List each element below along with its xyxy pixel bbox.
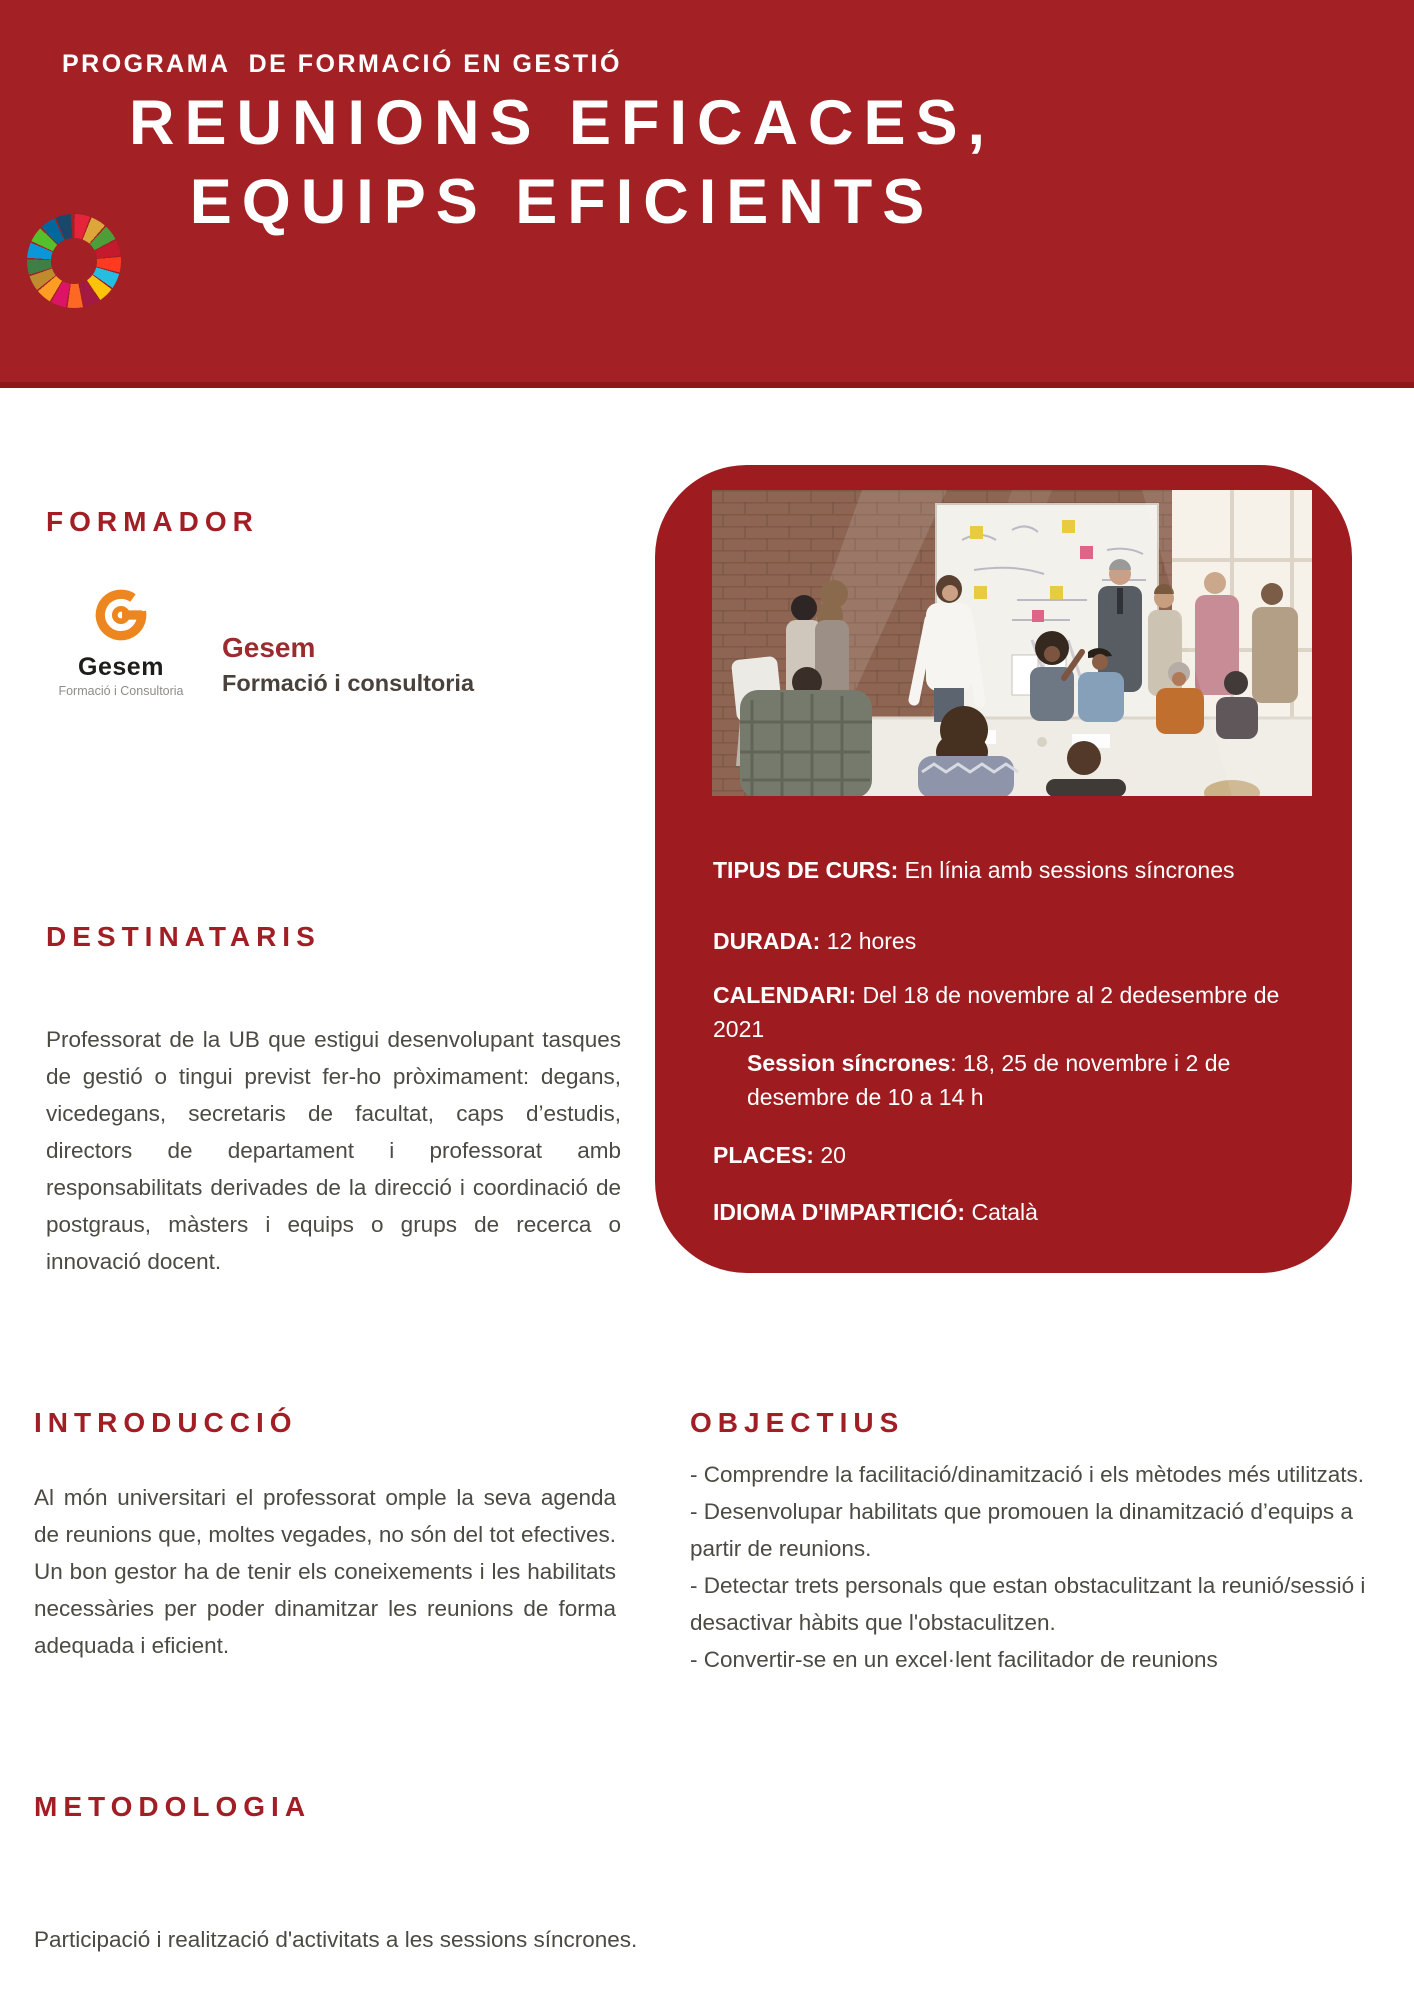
detail-row-calendari <box>713 978 1313 1046</box>
introduccio-paragraph: Al món universitari el professorat omple la seva agenda de reunions que, moltes vegades, no són del tot efectives. Un bon gestor ha de tenir els coneixements i les habilitats necessàries per poder dinamitzar les reunions de forma adequada i eficient. <box>34 1484 616 1658</box>
detail-row-sessions <box>747 1046 1313 1114</box>
gesem-g-icon <box>92 586 150 644</box>
course-details <box>713 853 1313 1229</box>
section-heading-destinataris: DESTINATARIS <box>46 921 321 953</box>
section-heading-objectius: OBJECTIUS <box>690 1407 905 1439</box>
gesem-logo <box>47 586 195 698</box>
detail-value: 12 hores <box>820 928 917 954</box>
course-info-card <box>655 465 1352 1273</box>
section-heading-formador: FORMADOR <box>46 506 259 538</box>
detail-label: PLACES: <box>713 1142 814 1168</box>
objectius-item: - Detectar trets personals que estan obstaculitzant la reunió/sessió i desactivar hàbits que l'obstaculitzen. <box>690 1573 1366 1635</box>
gesem-logo-wordmark: Gesem <box>78 653 164 681</box>
detail-value: Del 18 de novembre al 2 dedesembre de 2021 <box>713 982 1280 1042</box>
section-heading-metodologia: METODOLOGIA <box>34 1791 312 1823</box>
page-title <box>0 84 1124 243</box>
formador-name: Gesem <box>222 632 316 663</box>
section-heading-introduccio: INTRODUCCIÓ <box>34 1407 298 1439</box>
detail-label: DURADA: <box>713 928 821 954</box>
detail-row-tipus <box>713 853 1313 887</box>
detail-value: : 18, 25 de novembre i 2 de desembre de 10 a 14 h <box>747 1050 1231 1110</box>
objectius-list <box>690 1456 1384 1678</box>
detail-row-places <box>713 1138 1313 1172</box>
formador-tagline: Formació i consultoria <box>222 670 475 696</box>
objectius-item: - Convertir-se en un excel·lent facilitador de reunions <box>690 1647 1218 1672</box>
objectius-item: - Desenvolupar habilitats que promouen la dinamització d’equips a partir de reunions. <box>690 1499 1353 1561</box>
detail-row-idioma <box>713 1195 1313 1229</box>
course-photo <box>712 490 1312 796</box>
sdg-wheel-icon <box>27 214 121 308</box>
page-title-line2: EQUIPS EFICIENTS <box>189 167 935 238</box>
detail-value: 20 <box>813 1142 846 1168</box>
detail-label: CALENDARI: <box>713 982 857 1008</box>
detail-label: Session síncrones <box>747 1050 951 1076</box>
page-title-line1: REUNIONS EFICACES, <box>128 88 996 158</box>
detail-row-durada <box>713 924 1313 958</box>
detail-value: En línia amb sessions síncrones <box>898 857 1235 883</box>
gesem-logo-tagline: Formació i Consultoria <box>58 684 184 698</box>
detail-value: Català <box>965 1199 1038 1225</box>
program-kicker: PROGRAMA DE FORMACIÓ EN GESTIÓ <box>62 50 622 78</box>
detail-label: IDIOMA D'IMPARTICIÓ: <box>713 1199 966 1225</box>
detail-label: TIPUS DE CURS: <box>713 857 899 883</box>
objectius-item: - Comprendre la facilitació/dinamització i els mètodes més utilitzats. <box>690 1462 1365 1487</box>
destinataris-paragraph: Professorat de la UB que estigui desenvolupant tasques de gestió o tingui previst fer-ho pròximament: degans, vicedegans, secretaris de facultat, caps d’estudis, directors de departament i professorat amb responsabilitats derivades de la direcció i coordinació de postgraus, màsters i equips o grups de recerca o innovació docent. <box>46 1026 621 1274</box>
metodologia-paragraph: Participació i realització d'activitats a les sessions síncrones. <box>34 1926 638 1952</box>
header-banner <box>0 0 1414 388</box>
